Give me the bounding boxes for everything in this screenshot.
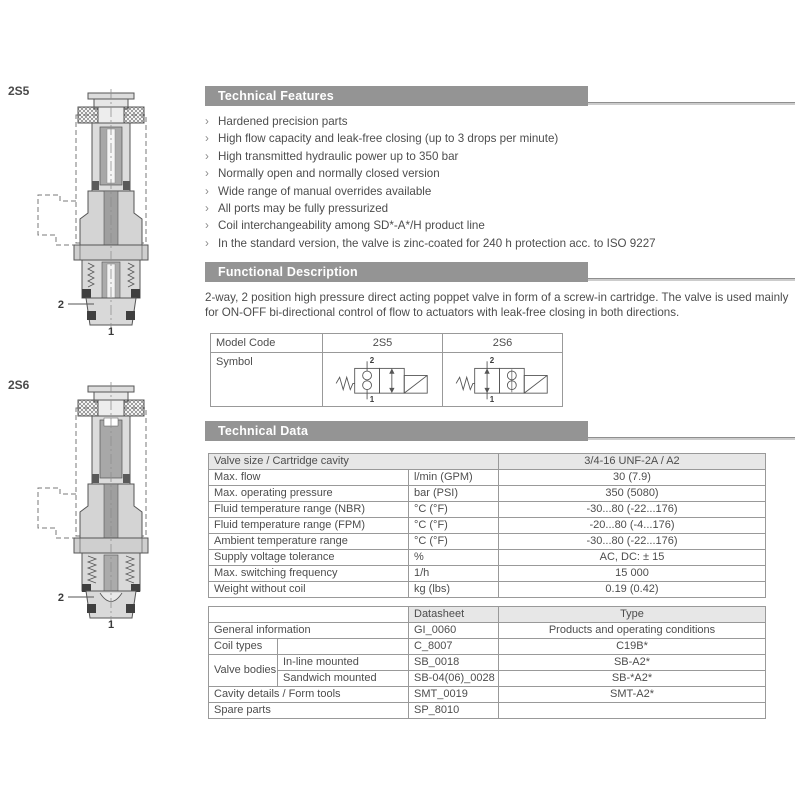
list-item — [205, 130, 795, 147]
technical-data-table — [208, 453, 766, 598]
port-2-label: 2 — [57, 592, 64, 604]
bullet-icon: › — [205, 115, 209, 128]
model-code-header: Model Code — [211, 334, 323, 353]
hydraulic-symbol-2s6 — [443, 353, 563, 407]
value-cell: 30 (7.9) — [499, 470, 766, 486]
model-code-table — [210, 333, 563, 407]
section-header-rule — [588, 437, 795, 440]
port-2-label: 2 — [57, 299, 64, 311]
table-row — [209, 454, 766, 470]
list-item — [205, 148, 795, 165]
datasheet-cell: SB_0018 — [409, 655, 499, 671]
feature-text: In the standard version, the valve is zinc-coated for 240 h protection acc. to ISO 9227 — [218, 236, 656, 250]
unit-cell: kg (lbs) — [409, 582, 499, 598]
param-cell: Fluid temperature range (NBR) — [209, 502, 409, 518]
value-cell: 3/4-16 UNF-2A / A2 — [499, 454, 766, 470]
datasheet-cell: SP_8010 — [409, 703, 499, 719]
table-row — [209, 639, 766, 655]
label-cell: General information — [209, 623, 409, 639]
sub-label-cell: In-line mounted — [278, 655, 409, 671]
table-row — [209, 671, 766, 687]
unit-cell: bar (PSI) — [409, 486, 499, 502]
feature-text: High flow capacity and leak-free closing (up to 3 drops per minute) — [218, 132, 559, 146]
table-row — [209, 703, 766, 719]
sub-label-cell — [278, 639, 409, 655]
sub-label-cell: Sandwich mounted — [278, 671, 409, 687]
technical-features-list — [205, 113, 795, 252]
value-cell: 0.19 (0.42) — [499, 582, 766, 598]
value-cell: -20...80 (-4...176) — [499, 518, 766, 534]
param-cell: Valve size / Cartridge cavity — [209, 454, 499, 470]
bullet-icon: › — [205, 202, 209, 216]
symbol-port-1-label: 1 — [489, 395, 494, 402]
bullet-icon: › — [205, 184, 209, 198]
table-row — [209, 623, 766, 639]
param-cell: Max. switching frequency — [209, 566, 409, 582]
table-row — [209, 550, 766, 566]
type-cell: SB-A2* — [499, 655, 766, 671]
feature-text: High transmitted hydraulic power up to 350 bar — [218, 149, 459, 163]
table-row — [209, 486, 766, 502]
table-row — [211, 353, 563, 407]
table-row — [209, 502, 766, 518]
feature-text: Coil interchangeability among SD*-A*/H product line — [218, 219, 485, 233]
value-cell: 350 (5080) — [499, 486, 766, 502]
reference-table — [208, 606, 766, 719]
table-row — [209, 655, 766, 671]
unit-cell: 1/h — [409, 566, 499, 582]
table-row — [209, 687, 766, 703]
section-title: Functional Description — [218, 265, 358, 279]
list-item — [205, 113, 795, 130]
bullet-icon: › — [205, 132, 209, 146]
datasheet-header: Datasheet — [409, 607, 499, 623]
value-cell: -30...80 (-22...176) — [499, 534, 766, 550]
empty-header-cell — [209, 607, 409, 623]
section-header-rule — [588, 102, 795, 105]
valve-model-label-2s6: 2S6 — [8, 378, 30, 392]
bullet-icon: › — [205, 219, 209, 233]
value-cell: 15 000 — [499, 566, 766, 582]
table-row — [209, 582, 766, 598]
label-cell: Valve bodies — [209, 655, 278, 687]
datasheet-cell: SMT_0019 — [409, 687, 499, 703]
list-item — [205, 200, 795, 217]
datasheet-cell: C_8007 — [409, 639, 499, 655]
label-cell: Cavity details / Form tools — [209, 687, 409, 703]
datasheet-cell: GI_0060 — [409, 623, 499, 639]
section-header-technical-data — [205, 421, 795, 441]
unit-cell: °C (°F) — [409, 534, 499, 550]
unit-cell: % — [409, 550, 499, 566]
feature-text: Hardened precision parts — [218, 115, 348, 128]
table-row — [209, 470, 766, 486]
bullet-icon: › — [205, 149, 209, 163]
section-header-technical-features — [205, 86, 795, 106]
label-cell: Spare parts — [209, 703, 409, 719]
section-title: Technical Data — [218, 424, 309, 438]
type-cell: SMT-A2* — [499, 687, 766, 703]
table-row — [209, 566, 766, 582]
symbol-port-2-label: 2 — [369, 356, 374, 366]
feature-text: Wide range of manual overrides available — [218, 184, 432, 198]
type-cell: C19B* — [499, 639, 766, 655]
valve-model-label-2s5: 2S5 — [8, 84, 30, 98]
list-item — [205, 165, 795, 182]
section-header-functional-description — [205, 262, 795, 282]
list-item — [205, 235, 795, 252]
section-title: Technical Features — [218, 89, 334, 103]
section-header-rule — [588, 278, 795, 281]
type-cell — [499, 703, 766, 719]
table-row — [209, 607, 766, 623]
param-cell: Max. operating pressure — [209, 486, 409, 502]
list-item — [205, 217, 795, 234]
feature-text: Normally open and normally closed version — [218, 167, 440, 181]
unit-cell: °C (°F) — [409, 502, 499, 518]
datasheet-cell: SB-04(06)_0028 — [409, 671, 499, 687]
label-cell: Coil types — [209, 639, 278, 655]
valve-cross-section-2s5 — [30, 85, 185, 340]
port-1-label: 1 — [107, 619, 115, 628]
valve-cross-section-2s6 — [30, 378, 185, 633]
value-cell: -30...80 (-22...176) — [499, 502, 766, 518]
feature-text: All ports may be fully pressurized — [218, 202, 389, 216]
list-item — [205, 183, 795, 200]
port-1-label: 1 — [107, 326, 115, 335]
param-cell: Fluid temperature range (FPM) — [209, 518, 409, 534]
type-cell: SB-*A2* — [499, 671, 766, 687]
table-row — [209, 518, 766, 534]
unit-cell: l/min (GPM) — [409, 470, 499, 486]
functional-description-text: 2-way, 2 position high pressure direct acting poppet valve in form of a screw-in cartridge. The valve is used mainly for ON-OFF bi-directional control of flow to actuators with leak-free closing in both directions. — [205, 291, 789, 319]
symbol-port-2-label: 2 — [489, 356, 494, 366]
symbol-row-label: Symbol — [211, 353, 323, 407]
bullet-icon: › — [205, 167, 209, 181]
hydraulic-symbol-2s5 — [323, 353, 443, 407]
model-2s6-header: 2S6 — [443, 334, 563, 353]
value-cell: AC, DC: ± 15 — [499, 550, 766, 566]
symbol-port-1-label: 1 — [369, 395, 374, 402]
param-cell: Weight without coil — [209, 582, 409, 598]
type-cell: Products and operating conditions — [499, 623, 766, 639]
table-row — [209, 534, 766, 550]
param-cell: Max. flow — [209, 470, 409, 486]
param-cell: Supply voltage tolerance — [209, 550, 409, 566]
model-2s5-header: 2S5 — [323, 334, 443, 353]
bullet-icon: › — [205, 236, 209, 250]
table-row — [211, 334, 563, 353]
param-cell: Ambient temperature range — [209, 534, 409, 550]
type-header: Type — [499, 607, 766, 623]
unit-cell: °C (°F) — [409, 518, 499, 534]
